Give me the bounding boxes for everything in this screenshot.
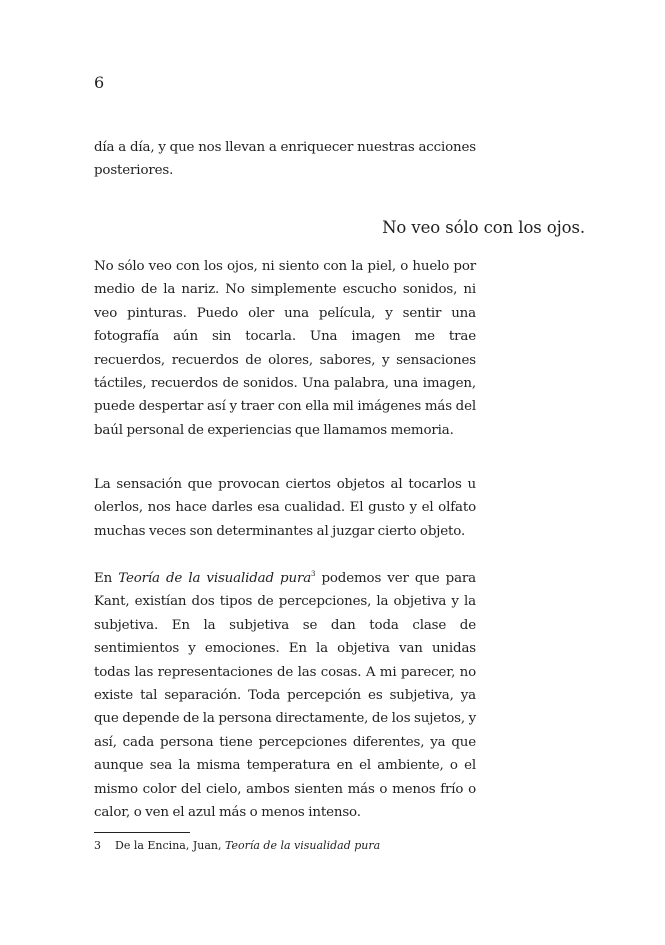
footnote bbox=[94, 837, 380, 855]
paragraph-kant bbox=[94, 567, 476, 824]
footnote-reference: 3 bbox=[311, 570, 316, 578]
page-number: 6 bbox=[94, 73, 105, 92]
book-title: Teoría de la visualidad pura bbox=[118, 571, 312, 586]
footnote-author: De la Encina, Juan, bbox=[115, 839, 225, 852]
paragraph-senses: No sólo veo con los ojos, ni siento con la piel, o huelo por medio de la nariz. No simplemente escucho sonidos, ni veo pinturas. Puedo oler una película, y sentir una fotografía aún sin tocarla. Una imagen me trae recuerdos, recuerdos de olores, sabores, y sensaciones táctiles, recuerdos de sonidos. Una palabra, una imagen, puede despertar así y traer con ella mil imágenes más del baúl personal de experiencias que llamamos memoria. bbox=[94, 259, 476, 438]
paragraph-continuation: día a día, y que nos llevan a enriquecer nuestras acciones posteriores. bbox=[94, 140, 476, 179]
paragraph-sensation: La sensación que provocan ciertos objetos al tocarlos u olerlos, nos hace darles esa cualidad. El gusto y el olfato muchas veces son determinantes al juzgar cierto objeto. bbox=[94, 477, 476, 539]
footnote-divider bbox=[94, 832, 190, 833]
paragraph-kant-body: podemos ver que para Kant, existían dos tipos de percepciones, la objetiva y la subjetiva. En la subjetiva se dan toda clase de sentimientos y emociones. En la objetiva van unidas todas las representaciones de las cosas. A mi parecer, no existe tal separación. Toda percepción es subjetiva, ya que depende de la persona directamente, de los sujetos, y así, cada persona tiene percepciones diferentes, ya que aunque sea la misma temperatura en el ambiente, o el mismo color del cielo, ambos sienten más o menos frío o calor, o ven el azul más o menos intenso. bbox=[94, 571, 476, 821]
section-heading: No veo sólo con los ojos. bbox=[382, 218, 585, 237]
footnote-number: 3 bbox=[94, 839, 101, 852]
footnote-title: Teoría de la visualidad pura bbox=[224, 839, 381, 852]
paragraph-kant-lead: En bbox=[94, 571, 119, 586]
